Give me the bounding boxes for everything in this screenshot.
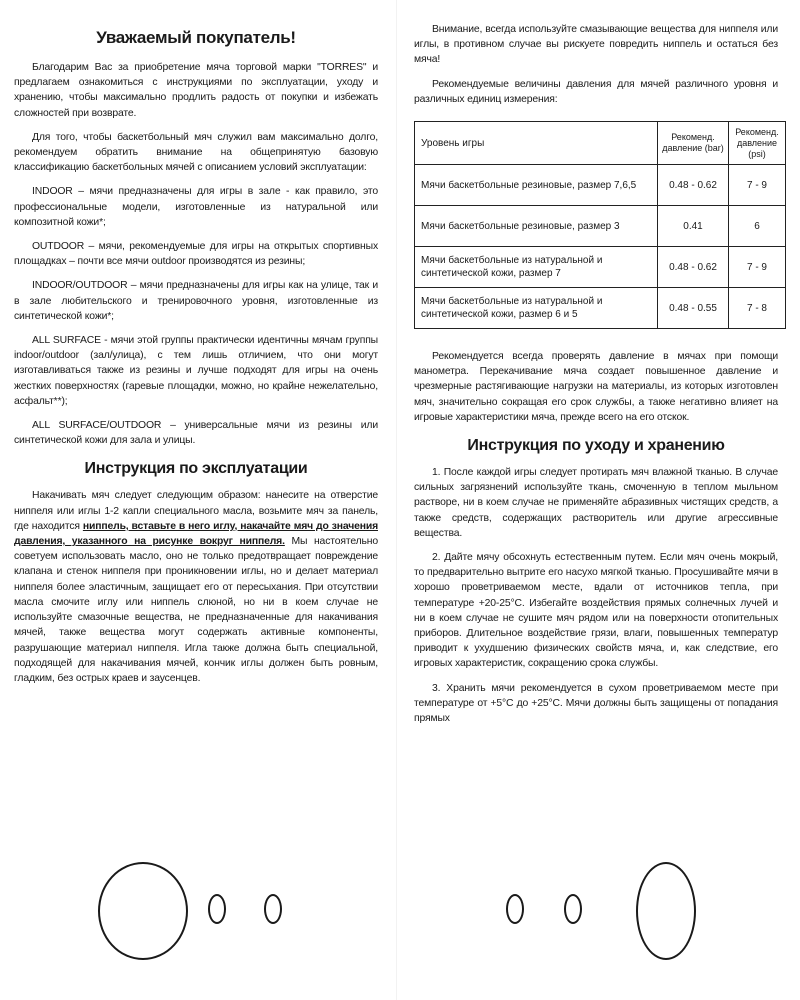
usage-text-a: Накачивать мяч следует следующим образом: нанесите на отверстие ниппеля или иглы 1-2 капли специального масла, возьмите мяч за панель, где находится [14, 490, 378, 532]
table-header-row [415, 122, 786, 165]
indoor-definition: INDOOR – мячи предназначены для игры в зале - как правило, это профессиональные модели, изготовленные из натуральной или композитной кожи*; [14, 186, 378, 228]
usage-text-c: Мы настоятельно советуем использовать масло, оно не только предотвращает повреждение клапана и стенок ниппеля при проникновении иглы, но и делает материал ниппеля более эластичным, защищает его от пересыхания. При отсутствии масла смочите иглу или ниппель слюной, но ни в коем случае не используйте смазочные вещества, не предназначенные для накачивания мячей, также вещества могут содержать активные компоненты, разрушающие материал ниппеля. Игла также должна быть специальной, подходящей для накачивания мячей, кончик иглы должен быть ровным, гладким, без острых краев и заусенцев. [14, 536, 379, 684]
care-step-1: 1. После каждой игры следует протирать мяч влажной тканью. В случае сильных загрязнений используйте ткань, смоченную в теплом мыльном растворе, ни в коем случае не применяйте абразивных чистящих средств, а также средств, содержащих растворитель или другие агрессивные вещества. [414, 467, 778, 539]
all-surface-outdoor-definition: ALL SURFACE/OUTDOOR – универсальные мячи из резины или синтетической кожи для зала и улицы. [14, 420, 378, 447]
table-header-bar: Рекоменд. давление (bar) [658, 122, 729, 165]
table-cell-psi: 7 - 9 [729, 165, 786, 206]
table-cell-level: Мячи баскетбольные резиновые, размер 7,6,5 [415, 165, 658, 206]
warning-paragraph: Внимание, всегда используйте смазывающие вещества для ниппеля или иглы, в противном случае вы рискуете повредить ниппель и остаться без мяча! [414, 24, 778, 66]
small-circle [264, 894, 282, 924]
care-title: Инструкция по уходу и хранению [467, 437, 725, 455]
table-row [415, 165, 786, 206]
usage-title: Инструкция по эксплуатации [84, 460, 308, 478]
table-cell-psi: 7 - 9 [729, 247, 786, 288]
table-cell-psi: 7 - 8 [729, 288, 786, 329]
small-circle [208, 894, 226, 924]
table-row [415, 247, 786, 288]
table-cell-level: Мячи баскетбольные резиновые, размер 3 [415, 206, 658, 247]
table-cell-bar: 0.48 - 0.62 [658, 165, 729, 206]
care-step-2: 2. Дайте мячу обсохнуть естественным путем. Если мяч очень мокрый, то предварительно вытрите его насухо мягкой тканью. Просушивайте мячи в хорошо проветриваемом месте, вдали от источников тепла, при температуре +20-25°С. Избегайте воздействия прямых солнечных лучей и ни в коем случае не сушите мяч рядом или на поверхности отопительных приборов. Длительное воздействие грязи, влаги, повышенных температур приводит к ухудшению физических свойств мяча, и, как следствие, его игровых характеристик, сокращению срока службы. [414, 552, 778, 670]
page-gutter [396, 0, 397, 1000]
table-cell-bar: 0.41 [658, 206, 729, 247]
care-step-3: 3. Хранить мячи рекомендуется в сухом проветриваемом месте при температуре от +5°С до +25°С. Мячи должны быть защищены от попадания прямых [414, 682, 778, 725]
small-circle [506, 894, 524, 924]
large-circle [636, 862, 696, 960]
table-cell-level: Мячи баскетбольные из натуральной и синтетической кожи, размер 6 и 5 [415, 288, 658, 329]
classification-intro: Для того, чтобы баскетбольный мяч служил вам максимально долго, рекомендуем обратить внимание на общепринятую базовую классификацию баскетбольных мячей с описанием условий эксплуатации: [14, 131, 378, 174]
table-header-level: Уровень игры [415, 122, 658, 165]
table-cell-level: Мячи баскетбольные из натуральной и синтетической кожи, размер 7 [415, 247, 658, 288]
table-cell-bar: 0.48 - 0.62 [658, 247, 729, 288]
intro-paragraph: Благодарим Вас за приобретение мяча торговой марки "TORRES" и предлагаем ознакомиться с инструкциями по эксплуатации, уходу и хранению, чтобы максимально продлить радость от покупки и избежать сложностей при возврате. [14, 62, 378, 119]
large-circle [98, 862, 188, 960]
usage-text-bold: ниппель, вставьте в него иглу, накачайте мяч до значения давления, указанного на рисунке вокруг ниппеля. [14, 520, 378, 548]
nipple-diagram-left [0, 862, 392, 972]
nipple-diagram-right [400, 862, 792, 972]
indoor-outdoor-definition: INDOOR/OUTDOOR – мячи предназначены для игры как на улице, так и в зале любительского и тренировочного уровня, изготовленные из синтетической кожи*; [14, 280, 378, 322]
table-header-psi: Рекоменд. давление (psi) [729, 122, 786, 165]
greeting-title: Уважаемый покупатель! [96, 28, 296, 47]
recommend-paragraph: Рекомендуемые величины давления для мячей различного уровня и различных единиц измерения: [414, 78, 778, 105]
manometer-paragraph: Рекомендуется всегда проверять давление в мячах при помощи манометра. Перекачивание мяча создает повышенное давление и чрезмерные растягивающие нагрузки на материалы, из которых изготовлен мяч, значительно сокращая его срок службы, а также негативно влияет на игровые характеристики мяча, прежде всего на его отскок. [414, 351, 778, 423]
table-row [415, 288, 786, 329]
all-surface-definition: ALL SURFACE - мячи этой группы практически идентичны мячам группы indoor/outdoor (зал/улица), с тем лишь отличием, что они могут изготавливаться также из резины и лучше подходят для игры на очень жестких поверхностях (гаревые площадки, можно, но крайне нежелательно, асфальт**); [14, 335, 378, 407]
table-row [415, 206, 786, 247]
small-circle [564, 894, 582, 924]
table-cell-psi: 6 [729, 206, 786, 247]
table-cell-bar: 0.48 - 0.55 [658, 288, 729, 329]
pressure-table [414, 121, 786, 329]
outdoor-definition: OUTDOOR – мячи, рекомендуемые для игры на открытых спортивных площадках – почти все мячи outdoor производятся из резины; [14, 241, 378, 268]
left-page [0, 0, 392, 1000]
usage-paragraph [14, 488, 378, 686]
right-page [400, 0, 792, 1000]
